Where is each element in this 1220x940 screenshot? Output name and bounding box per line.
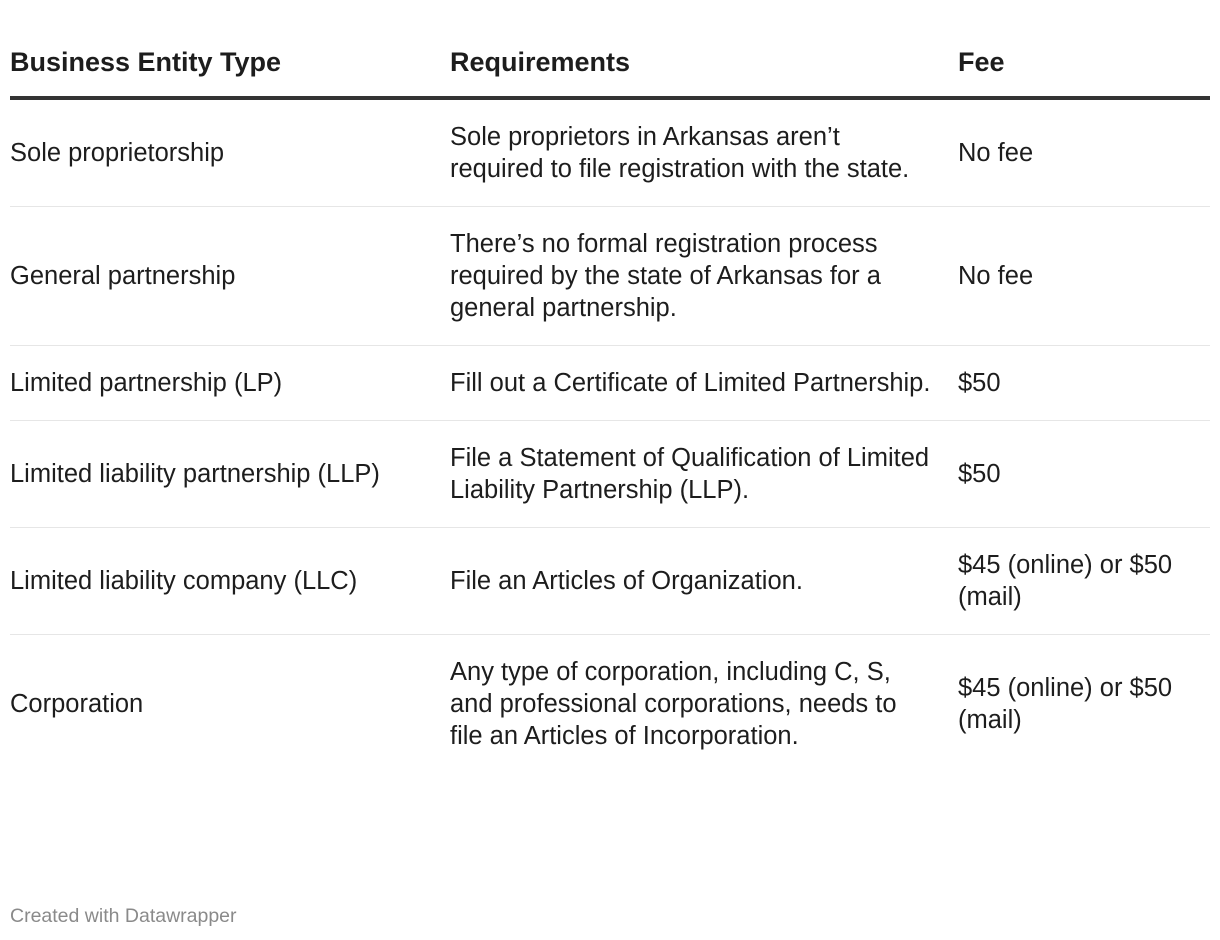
column-header-requirements: Requirements [450,28,958,98]
column-header-entity-type: Business Entity Type [10,28,450,98]
table-row [10,528,1210,635]
table-row [10,421,1210,528]
cell-requirements: Sole proprietors in Arkansas aren’t required to file registration with the state. [450,98,958,207]
datawrapper-credit: Created with Datawrapper [10,905,237,927]
cell-entity-type: Corporation [10,690,144,718]
table-header [10,28,1210,98]
cell-fee: $45 (online) or $50 (mail) [958,528,1210,635]
table-row [10,98,1210,207]
cell-fee: $45 (online) or $50 (mail) [958,674,1173,734]
cell-fee: $50 [958,421,1210,528]
table-row [10,635,1210,774]
cell-entity-type: Limited partnership (LP) [10,346,450,421]
cell-fee: No fee [958,98,1210,207]
cell-requirements: File a Statement of Qualification of Limited Liability Partnership (LLP). [450,421,958,528]
table-row [10,346,1210,421]
cell-requirements: Any type of corporation, including C, S, and professional corporations, needs to file an Articles of Incorporation. [450,658,897,750]
cell-fee: No fee [958,207,1210,346]
cell-requirements: File an Articles of Organization. [450,528,958,635]
cell-entity-type: General partnership [10,207,450,346]
business-entity-table [10,28,1210,773]
column-header-fee: Fee [958,28,1210,98]
cell-entity-type: Limited liability partnership (LLP) [10,421,450,528]
table-body [10,98,1210,773]
cell-fee: $50 [958,346,1210,421]
cell-entity-type: Limited liability company (LLC) [10,528,450,635]
cell-requirements: Fill out a Certificate of Limited Partnership. [450,346,958,421]
header-row [10,28,1210,98]
data-table-container [10,28,1210,773]
table-row [10,207,1210,346]
cell-requirements: There’s no formal registration process required by the state of Arkansas for a general partnership. [450,207,958,346]
cell-entity-type: Sole proprietorship [10,98,450,207]
